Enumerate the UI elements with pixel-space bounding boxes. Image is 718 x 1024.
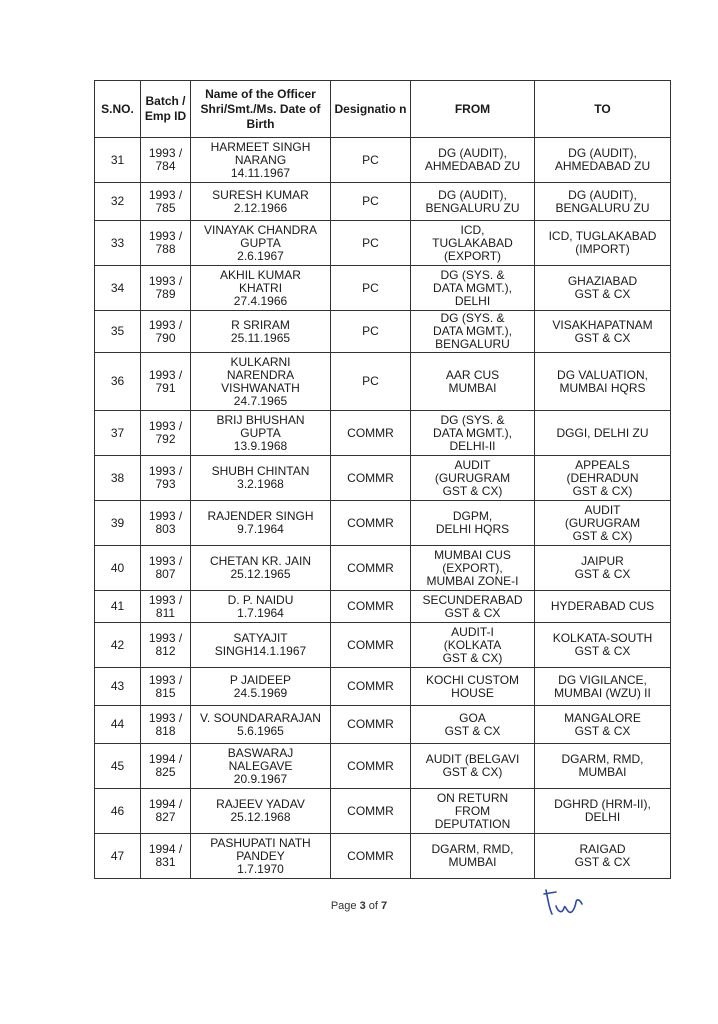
table-row — [95, 591, 671, 623]
cell-officer-name: RAJENDER SINGH 9.7.1964 — [191, 501, 331, 546]
header-designation: Designatio n — [331, 81, 411, 138]
cell-sno: 40 — [95, 546, 141, 591]
cell-officer-name: V. SOUNDARARAJAN 5.6.1965 — [191, 706, 331, 744]
cell-from: AUDIT-I (KOLKATA GST & CX) — [411, 623, 535, 668]
table-row — [95, 311, 671, 353]
table-row — [95, 411, 671, 456]
cell-to: VISAKHAPATNAM GST & CX — [535, 311, 671, 353]
table-row — [95, 501, 671, 546]
cell-designation: COMMR — [331, 668, 411, 706]
cell-from: KOCHI CUSTOM HOUSE — [411, 668, 535, 706]
cell-to: RAIGAD GST & CX — [535, 834, 671, 879]
cell-officer-name: KULKARNI NARENDRA VISHWANATH 24.7.1965 — [191, 353, 331, 411]
page-label: Page — [330, 900, 360, 912]
cell-batch-id: 1993 / 803 — [141, 501, 191, 546]
cell-designation: PC — [331, 311, 411, 353]
header-name: Name of the Officer Shri/Smt./Ms. Date of Birth — [191, 81, 331, 138]
cell-sno: 35 — [95, 311, 141, 353]
cell-from: ON RETURN FROM DEPUTATION — [411, 789, 535, 834]
cell-batch-id: 1993 / 807 — [141, 546, 191, 591]
cell-batch-id: 1994 / 827 — [141, 789, 191, 834]
cell-to: DGARM, RMD, MUMBAI — [535, 744, 671, 789]
page-total: 7 — [381, 900, 388, 912]
cell-from: DG (SYS. & DATA MGMT.), BENGALURU — [411, 311, 535, 353]
cell-designation: PC — [331, 183, 411, 221]
table-row — [95, 456, 671, 501]
table-row — [95, 834, 671, 879]
cell-batch-id: 1993 / 811 — [141, 591, 191, 623]
cell-from: DG (SYS. & DATA MGMT.), DELHI-II — [411, 411, 535, 456]
cell-officer-name: SHUBH CHINTAN 3.2.1968 — [191, 456, 331, 501]
cell-designation: COMMR — [331, 411, 411, 456]
cell-from: SECUNDERABAD GST & CX — [411, 591, 535, 623]
table-row — [95, 546, 671, 591]
cell-designation: COMMR — [331, 623, 411, 668]
cell-officer-name: HARMEET SINGH NARANG 14.11.1967 — [191, 138, 331, 183]
cell-sno: 32 — [95, 183, 141, 221]
cell-officer-name: SATYAJIT SINGH14.1.1967 — [191, 623, 331, 668]
cell-from: AUDIT (GURUGRAM GST & CX) — [411, 456, 535, 501]
cell-sno: 42 — [95, 623, 141, 668]
cell-to: DG VALUATION, MUMBAI HQRS — [535, 353, 671, 411]
cell-batch-id: 1993 / 784 — [141, 138, 191, 183]
table-row — [95, 353, 671, 411]
cell-designation: PC — [331, 138, 411, 183]
cell-batch-id: 1993 / 790 — [141, 311, 191, 353]
header-sno: S.NO. — [95, 81, 141, 138]
cell-from: DG (SYS. & DATA MGMT.), DELHI — [411, 266, 535, 311]
cell-designation: COMMR — [331, 706, 411, 744]
cell-batch-id: 1993 / 812 — [141, 623, 191, 668]
cell-batch-id: 1993 / 788 — [141, 221, 191, 266]
header-row — [95, 81, 671, 138]
cell-designation: COMMR — [331, 501, 411, 546]
cell-sno: 41 — [95, 591, 141, 623]
cell-designation: COMMR — [331, 456, 411, 501]
cell-batch-id: 1993 / 815 — [141, 668, 191, 706]
cell-from: ICD, TUGLAKABAD (EXPORT) — [411, 221, 535, 266]
page-current: 3 — [359, 900, 366, 912]
cell-batch-id: 1994 / 825 — [141, 744, 191, 789]
table-row — [95, 623, 671, 668]
cell-to: KOLKATA-SOUTH GST & CX — [535, 623, 671, 668]
cell-from: DGPM, DELHI HQRS — [411, 501, 535, 546]
cell-to: DGGI, DELHI ZU — [535, 411, 671, 456]
cell-officer-name: AKHIL KUMAR KHATRI 27.4.1966 — [191, 266, 331, 311]
header-batch: Batch / Emp ID — [141, 81, 191, 138]
cell-batch-id: 1993 / 785 — [141, 183, 191, 221]
cell-batch-id: 1993 / 791 — [141, 353, 191, 411]
handwritten-initials-icon — [540, 880, 590, 920]
cell-designation: PC — [331, 266, 411, 311]
cell-officer-name: CHETAN KR. JAIN 25.12.1965 — [191, 546, 331, 591]
table-row — [95, 789, 671, 834]
table-row — [95, 138, 671, 183]
cell-officer-name: BASWARAJ NALEGAVE 20.9.1967 — [191, 744, 331, 789]
table-row — [95, 668, 671, 706]
cell-officer-name: R SRIRAM 25.11.1965 — [191, 311, 331, 353]
cell-designation: PC — [331, 221, 411, 266]
cell-sno: 33 — [95, 221, 141, 266]
cell-sno: 38 — [95, 456, 141, 501]
cell-to: DGHRD (HRM-II), DELHI — [535, 789, 671, 834]
cell-to: GHAZIABAD GST & CX — [535, 266, 671, 311]
table-row — [95, 266, 671, 311]
cell-to: HYDERABAD CUS — [535, 591, 671, 623]
page-of-label: of — [365, 900, 382, 912]
cell-batch-id: 1994 / 831 — [141, 834, 191, 879]
cell-sno: 39 — [95, 501, 141, 546]
cell-batch-id: 1993 / 793 — [141, 456, 191, 501]
cell-sno: 47 — [95, 834, 141, 879]
cell-officer-name: P JAIDEEP 24.5.1969 — [191, 668, 331, 706]
cell-from: DG (AUDIT), AHMEDABAD ZU — [411, 138, 535, 183]
cell-designation: PC — [331, 353, 411, 411]
cell-from: GOA GST & CX — [411, 706, 535, 744]
cell-to: MANGALORE GST & CX — [535, 706, 671, 744]
cell-sno: 31 — [95, 138, 141, 183]
cell-officer-name: PASHUPATI NATH PANDEY 1.7.1970 — [191, 834, 331, 879]
cell-designation: COMMR — [331, 834, 411, 879]
cell-from: AUDIT (BELGAVI GST & CX) — [411, 744, 535, 789]
cell-to: DG (AUDIT), AHMEDABAD ZU — [535, 138, 671, 183]
transfer-table — [94, 80, 671, 879]
cell-to: DG VIGILANCE, MUMBAI (WZU) II — [535, 668, 671, 706]
page-footer — [0, 900, 718, 912]
cell-from: DGARM, RMD, MUMBAI — [411, 834, 535, 879]
table-row — [95, 183, 671, 221]
cell-designation: COMMR — [331, 546, 411, 591]
cell-officer-name: VINAYAK CHANDRA GUPTA 2.6.1967 — [191, 221, 331, 266]
cell-to: ICD, TUGLAKABAD (IMPORT) — [535, 221, 671, 266]
cell-to: JAIPUR GST & CX — [535, 546, 671, 591]
cell-officer-name: BRIJ BHUSHAN GUPTA 13.9.1968 — [191, 411, 331, 456]
cell-batch-id: 1993 / 818 — [141, 706, 191, 744]
cell-designation: COMMR — [331, 744, 411, 789]
cell-sno: 45 — [95, 744, 141, 789]
cell-sno: 37 — [95, 411, 141, 456]
cell-from: AAR CUS MUMBAI — [411, 353, 535, 411]
table-body — [95, 138, 671, 879]
cell-officer-name: RAJEEV YADAV 25.12.1968 — [191, 789, 331, 834]
table-row — [95, 706, 671, 744]
cell-sno: 43 — [95, 668, 141, 706]
cell-designation: COMMR — [331, 789, 411, 834]
cell-from: DG (AUDIT), BENGALURU ZU — [411, 183, 535, 221]
cell-sno: 36 — [95, 353, 141, 411]
table-header — [95, 81, 671, 138]
cell-sno: 44 — [95, 706, 141, 744]
cell-sno: 46 — [95, 789, 141, 834]
cell-designation: COMMR — [331, 591, 411, 623]
cell-officer-name: D. P. NAIDU 1.7.1964 — [191, 591, 331, 623]
cell-batch-id: 1993 / 792 — [141, 411, 191, 456]
cell-from: MUMBAI CUS (EXPORT), MUMBAI ZONE-I — [411, 546, 535, 591]
cell-to: APPEALS (DEHRADUN GST & CX) — [535, 456, 671, 501]
header-to: TO — [535, 81, 671, 138]
cell-to: AUDIT (GURUGRAM GST & CX) — [535, 501, 671, 546]
header-from: FROM — [411, 81, 535, 138]
cell-sno: 34 — [95, 266, 141, 311]
cell-officer-name: SURESH KUMAR 2.12.1966 — [191, 183, 331, 221]
cell-batch-id: 1993 / 789 — [141, 266, 191, 311]
table-row — [95, 221, 671, 266]
table-row — [95, 744, 671, 789]
cell-to: DG (AUDIT), BENGALURU ZU — [535, 183, 671, 221]
